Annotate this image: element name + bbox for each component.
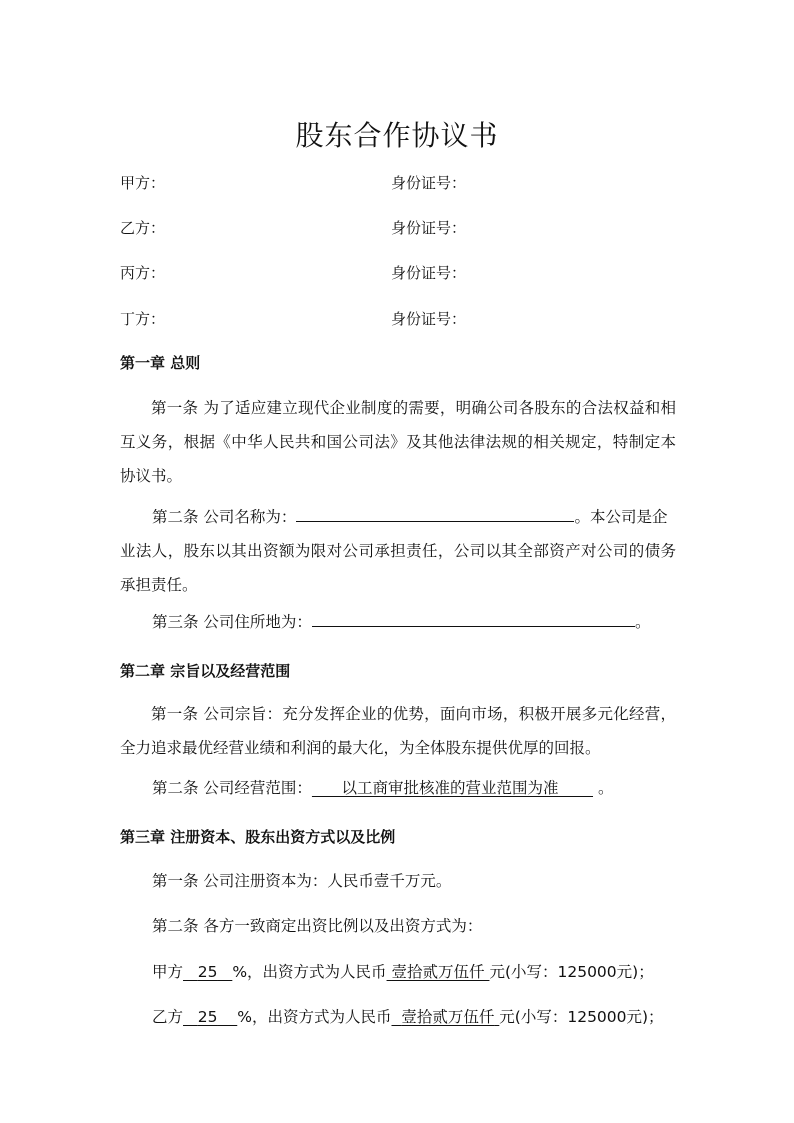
- contribution-percent: 25: [197, 1008, 218, 1026]
- chapter-2-heading: 第二章 宗旨以及经营范围: [120, 662, 291, 680]
- contribution-mid: %，出资方式为人民币: [237, 1008, 392, 1026]
- party-b-label: 乙方：: [120, 219, 166, 237]
- chapter-3-heading: 第三章 注册资本、股东出资方式以及比例: [120, 828, 396, 846]
- business-scope-value: 以工商审批核准的营业范围为准: [341, 779, 559, 797]
- party-d-label: 丁方：: [120, 310, 166, 328]
- chapter-3-article-1: 第一条 公司注册资本为：人民币壹千万元。: [152, 872, 452, 890]
- contribution-tail: 元(小写：125000元)；: [489, 963, 654, 981]
- company-address-blank[interactable]: [312, 609, 635, 627]
- party-b-id-label: 身份证号：: [391, 219, 467, 237]
- chapter-2-article-2-line: [152, 771, 613, 805]
- contribution-tail: 元(小写：125000元)；: [499, 1008, 664, 1026]
- chapter-1-article-2-cont: 业法人，股东以其出资额为限对公司承担责任，公司以其全部资产对公司的债务承担责任。: [120, 542, 676, 594]
- article-3-suffix: 。: [634, 613, 651, 631]
- article-2-prefix: 第二条 公司名称为：: [152, 508, 297, 526]
- contribution-row: [152, 955, 654, 989]
- contribution-party: 甲方: [152, 963, 184, 981]
- party-c-id-label: 身份证号：: [391, 264, 467, 282]
- chapter-1-heading: 第一章 总则: [120, 354, 201, 372]
- contribution-amount: 壹拾贰万伍仟: [401, 1008, 495, 1026]
- party-d-id-label: 身份证号：: [391, 310, 467, 328]
- chapter-1-article-2-line: [152, 500, 667, 534]
- chapter-1-article-3-line: [152, 605, 650, 639]
- chapter-1-article-1: 第一条 为了适应建立现代企业制度的需要，明确公司各股东的合法权益和相互义务，根据《中华人民共和国公司法》及其他法律法规的相关规定，特制定本协议书。: [120, 399, 676, 485]
- contribution-row: [152, 1000, 664, 1034]
- business-scope-suffix: 。: [593, 779, 614, 797]
- party-c-label: 丙方：: [120, 264, 166, 282]
- document-title: 股东合作协议书: [295, 119, 499, 152]
- contribution-party: 乙方: [152, 1008, 184, 1026]
- contribution-mid: %，出资方式为人民币: [232, 963, 387, 981]
- chapter-3-article-2: 第二条 各方一致商定出资比例以及出资方式为：: [152, 917, 483, 935]
- contribution-amount: 壹拾贰万伍仟: [391, 963, 485, 981]
- chapter-2-article-1: 第一条 公司宗旨：充分发挥企业的优势，面向市场，积极开展多元化经营，全力追求最优经营业绩和利润的最大化，为全体股东提供优厚的回报。: [120, 705, 676, 757]
- business-scope-prefix: 第二条 公司经营范围：: [152, 779, 312, 797]
- party-a-id-label: 身份证号：: [391, 174, 467, 192]
- contribution-percent: 25: [197, 963, 218, 981]
- party-a-label: 甲方：: [120, 174, 166, 192]
- company-name-blank[interactable]: [296, 504, 574, 522]
- article-2-suffix: 。本公司是企: [574, 508, 668, 526]
- article-3-prefix: 第三条 公司住所地为：: [152, 613, 312, 631]
